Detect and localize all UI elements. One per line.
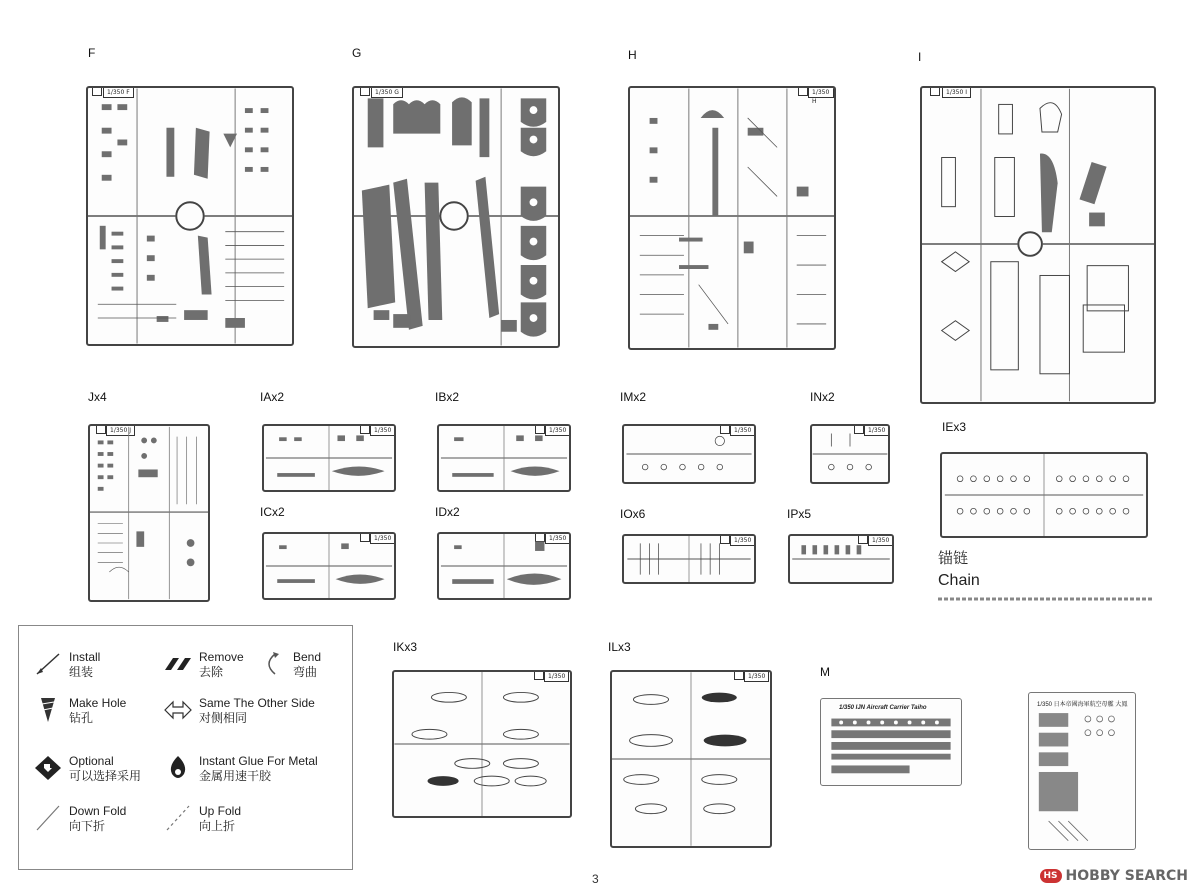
sprue-letter-m: M xyxy=(820,665,830,679)
legend-same-cn: 对侧相同 xyxy=(199,711,248,725)
chain-en: Chain xyxy=(938,572,980,589)
photo-etch-left-title: 1/350 IJN Aircraft Carrier Taiho xyxy=(839,705,927,711)
scale-tag: 1/350 xyxy=(370,425,395,436)
photo-etch-right-parts xyxy=(1029,693,1135,849)
sprue-id-parts xyxy=(439,534,569,598)
chain-label xyxy=(938,548,980,592)
scale-tag: 1/350 xyxy=(864,425,889,436)
scale-tag: 1/350 xyxy=(730,535,755,546)
sprue-i-parts xyxy=(922,88,1154,402)
sprue-letter-ib: IBx2 xyxy=(435,390,460,404)
legend-down-fold xyxy=(33,804,126,834)
sprue-im-parts xyxy=(624,426,754,482)
page-number: 3 xyxy=(592,872,599,886)
sprue-letter-il: ILx3 xyxy=(608,640,631,654)
sprue-letter-ik: IKx3 xyxy=(393,640,418,654)
sprue-letter-im: IMx2 xyxy=(620,390,647,404)
sprue-f-parts xyxy=(88,88,292,344)
scale-tag: 1/350 xyxy=(744,671,769,682)
scale-tag: 1/350 G xyxy=(371,87,403,98)
sprue-ib-parts xyxy=(439,426,569,490)
scale-tag: 1/350 xyxy=(730,425,755,436)
watermark-text: HOBBY SEARCH xyxy=(1065,868,1188,884)
drill-icon xyxy=(33,696,63,724)
legend-make-hole-cn: 钻孔 xyxy=(69,711,94,725)
bend-icon xyxy=(257,650,287,678)
sprue-letter-j: Jx4 xyxy=(88,390,107,404)
legend-bend-cn: 弯曲 xyxy=(293,665,318,679)
scale-tag: 1/350 xyxy=(868,535,893,546)
sprue-ik-parts xyxy=(394,672,570,816)
legend-up-fold-cn: 向上折 xyxy=(199,819,236,833)
sprue-letter-f: F xyxy=(88,46,96,60)
legend-down-fold-cn: 向下折 xyxy=(69,819,106,833)
legend-remove-en: Remove xyxy=(199,650,244,664)
sprue-j-parts xyxy=(90,426,208,600)
down-fold-icon xyxy=(33,804,63,832)
legend-down-fold-en: Down Fold xyxy=(69,804,127,818)
sprue-im xyxy=(622,424,756,484)
sprue-h-parts xyxy=(630,88,834,348)
legend-install-en: Install xyxy=(69,650,101,664)
sprue-letter-id: IDx2 xyxy=(435,505,460,519)
legend-bend-en: Bend xyxy=(293,650,322,664)
legend-same-other-side xyxy=(163,696,315,726)
scale-tag: 1/350 xyxy=(544,671,569,682)
sprue-h xyxy=(628,86,836,350)
legend-install xyxy=(33,650,100,680)
scale-tag: 1/350 H xyxy=(808,87,834,98)
chain-cn: 锚链 xyxy=(938,550,969,567)
legend-up-fold-en: Up Fold xyxy=(199,804,242,818)
legend-remove-cn: 去除 xyxy=(199,665,224,679)
scale-tag: 1/350 F xyxy=(103,87,134,98)
legend-glue-cn: 金属用速干胶 xyxy=(199,769,272,783)
legend-remove xyxy=(163,650,244,680)
up-fold-icon xyxy=(163,804,193,832)
chain-graphic xyxy=(936,594,1154,604)
scale-tag: 1/350 J xyxy=(106,425,135,436)
sprue-letter-ip: IPx5 xyxy=(787,507,812,521)
sprue-g xyxy=(352,86,560,348)
legend-glue-en: Instant Glue For Metal xyxy=(199,754,318,768)
sprue-id xyxy=(437,532,571,600)
sprue-ia xyxy=(262,424,396,492)
watermark xyxy=(1040,868,1188,884)
legend-bend xyxy=(257,650,321,680)
legend-optional xyxy=(33,754,141,784)
sprue-io xyxy=(622,534,756,584)
symbol-legend xyxy=(18,625,353,870)
sprue-ic-parts xyxy=(264,534,394,598)
sprue-letter-io: IOx6 xyxy=(620,507,646,521)
install-icon xyxy=(33,650,63,678)
sprue-il xyxy=(610,670,772,848)
legend-optional-cn: 可以选择采用 xyxy=(69,769,142,783)
scale-tag: 1/350 I xyxy=(942,87,971,98)
sprue-letter-h: H xyxy=(628,48,637,62)
sprue-i xyxy=(920,86,1156,404)
sprue-ik xyxy=(392,670,572,818)
scale-tag: 1/350 xyxy=(545,533,570,544)
sprue-in xyxy=(810,424,890,484)
sprue-letter-in: INx2 xyxy=(810,390,835,404)
photo-etch-left-parts xyxy=(821,699,961,785)
legend-make-hole xyxy=(33,696,126,726)
legend-same-en: Same The Other Side xyxy=(199,696,315,710)
optional-icon xyxy=(33,754,63,782)
sprue-letter-ic: ICx2 xyxy=(260,505,285,519)
scale-tag: 1/350 xyxy=(370,533,395,544)
sprue-ia-parts xyxy=(264,426,394,490)
sprue-ib xyxy=(437,424,571,492)
legend-up-fold xyxy=(163,804,241,834)
hobby-search-logo-icon: HS xyxy=(1040,869,1062,883)
sprue-il-parts xyxy=(612,672,770,846)
sprue-letter-g: G xyxy=(352,46,362,60)
sprue-ic xyxy=(262,532,396,600)
sprue-letter-ie: IEx3 xyxy=(942,420,967,434)
legend-optional-en: Optional xyxy=(69,754,114,768)
sprue-ie-parts xyxy=(942,454,1146,536)
sprue-letter-i: I xyxy=(918,50,922,64)
legend-install-cn: 组装 xyxy=(69,665,94,679)
sprue-in-parts xyxy=(812,426,888,482)
legend-make-hole-en: Make Hole xyxy=(69,696,127,710)
sprue-ip-parts xyxy=(790,536,892,582)
sprue-g-parts xyxy=(354,88,558,346)
sprue-j xyxy=(88,424,210,602)
remove-icon xyxy=(163,650,193,678)
sprue-ip xyxy=(788,534,894,584)
sprue-letter-ia: IAx2 xyxy=(260,390,285,404)
scale-tag: 1/350 xyxy=(545,425,570,436)
legend-glue xyxy=(163,754,318,784)
sprue-ie xyxy=(940,452,1148,538)
photo-etch-right-title: 1/350 日本帝國海軍航空母艦 大鳳 xyxy=(1037,702,1128,708)
double-arrow-icon xyxy=(163,696,193,724)
sprue-io-parts xyxy=(624,536,754,582)
sprue-f xyxy=(86,86,294,346)
photo-etch-left xyxy=(820,698,962,786)
glue-icon xyxy=(163,754,193,782)
photo-etch-right xyxy=(1028,692,1136,850)
